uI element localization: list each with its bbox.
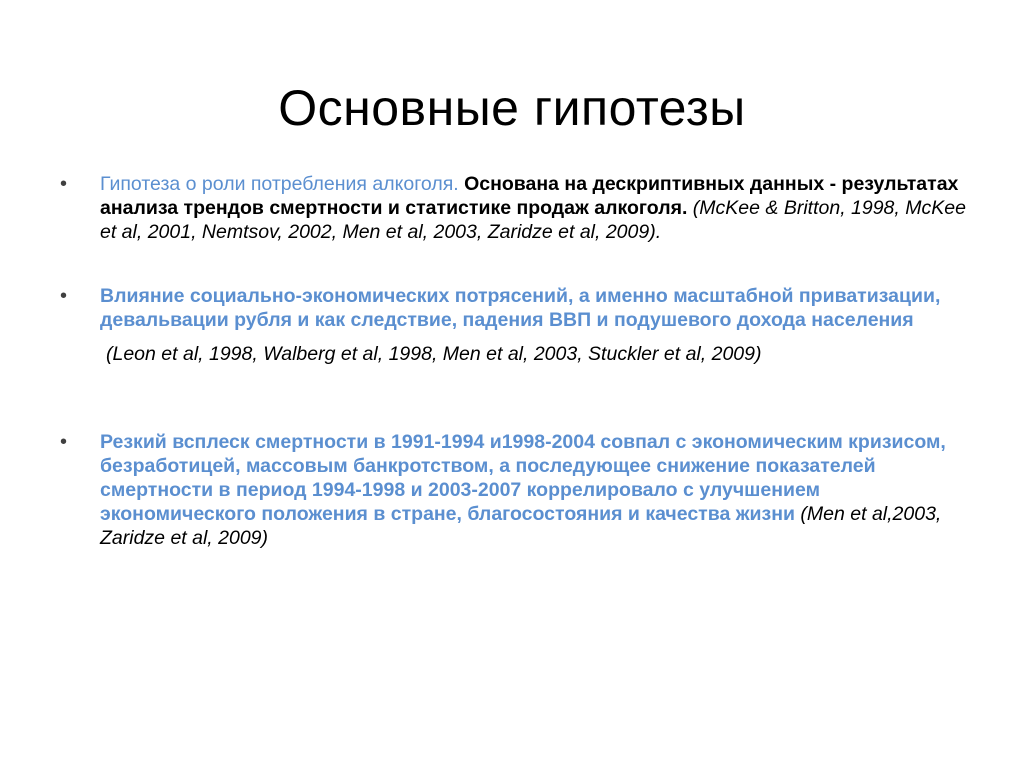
bullet-socioeconomic-shocks [60,284,980,366]
bullet-references: (McKee & Britton, 1998, McKee et al, 2001, Nemtsov, 2002, Men et al, 2003, Zaridze et al, 2009). [100,197,966,243]
bullet-alcohol-hypothesis [60,172,980,244]
bullet-lead: Влияние социально-экономических потрясений, а именно масштабной приватизации, девальвации рубля и как следствие, падения ВВП и подушевого дохода населения [100,285,941,331]
bullet-lead: Резкий всплеск смертности в 1991-1994 и1998-2004 совпал с экономическим кризисом, безработицей, массовым банкротством, а последующее снижение показателей смертности в период 1994-1998 и 2003-2007 коррелировало с улучшением экономического положения в стране, благосостояния и качества жизни [100,431,946,525]
bullet-mortality-spike [60,430,980,550]
bullet-references: (Leon et al, 1998, Walberg et al, 1998, Men et al, 2003, Stuckler et al, 2009) [106,343,762,365]
bullet-references: (Men et al,2003, Zaridze et al, 2009) [100,503,942,549]
bullet-icon: • [60,173,68,195]
bullet-icon: • [60,431,68,453]
bullet-body: Основана на дескриптивных данных - результатах анализа трендов смертности и статистике продаж алкоголя. [100,173,959,219]
bullet-icon: • [60,285,68,307]
slide-title: Основные гипотезы [278,79,746,136]
bullet-list [60,172,980,550]
bullet-lead: Гипотеза о роли потребления алкоголя. [100,173,459,195]
